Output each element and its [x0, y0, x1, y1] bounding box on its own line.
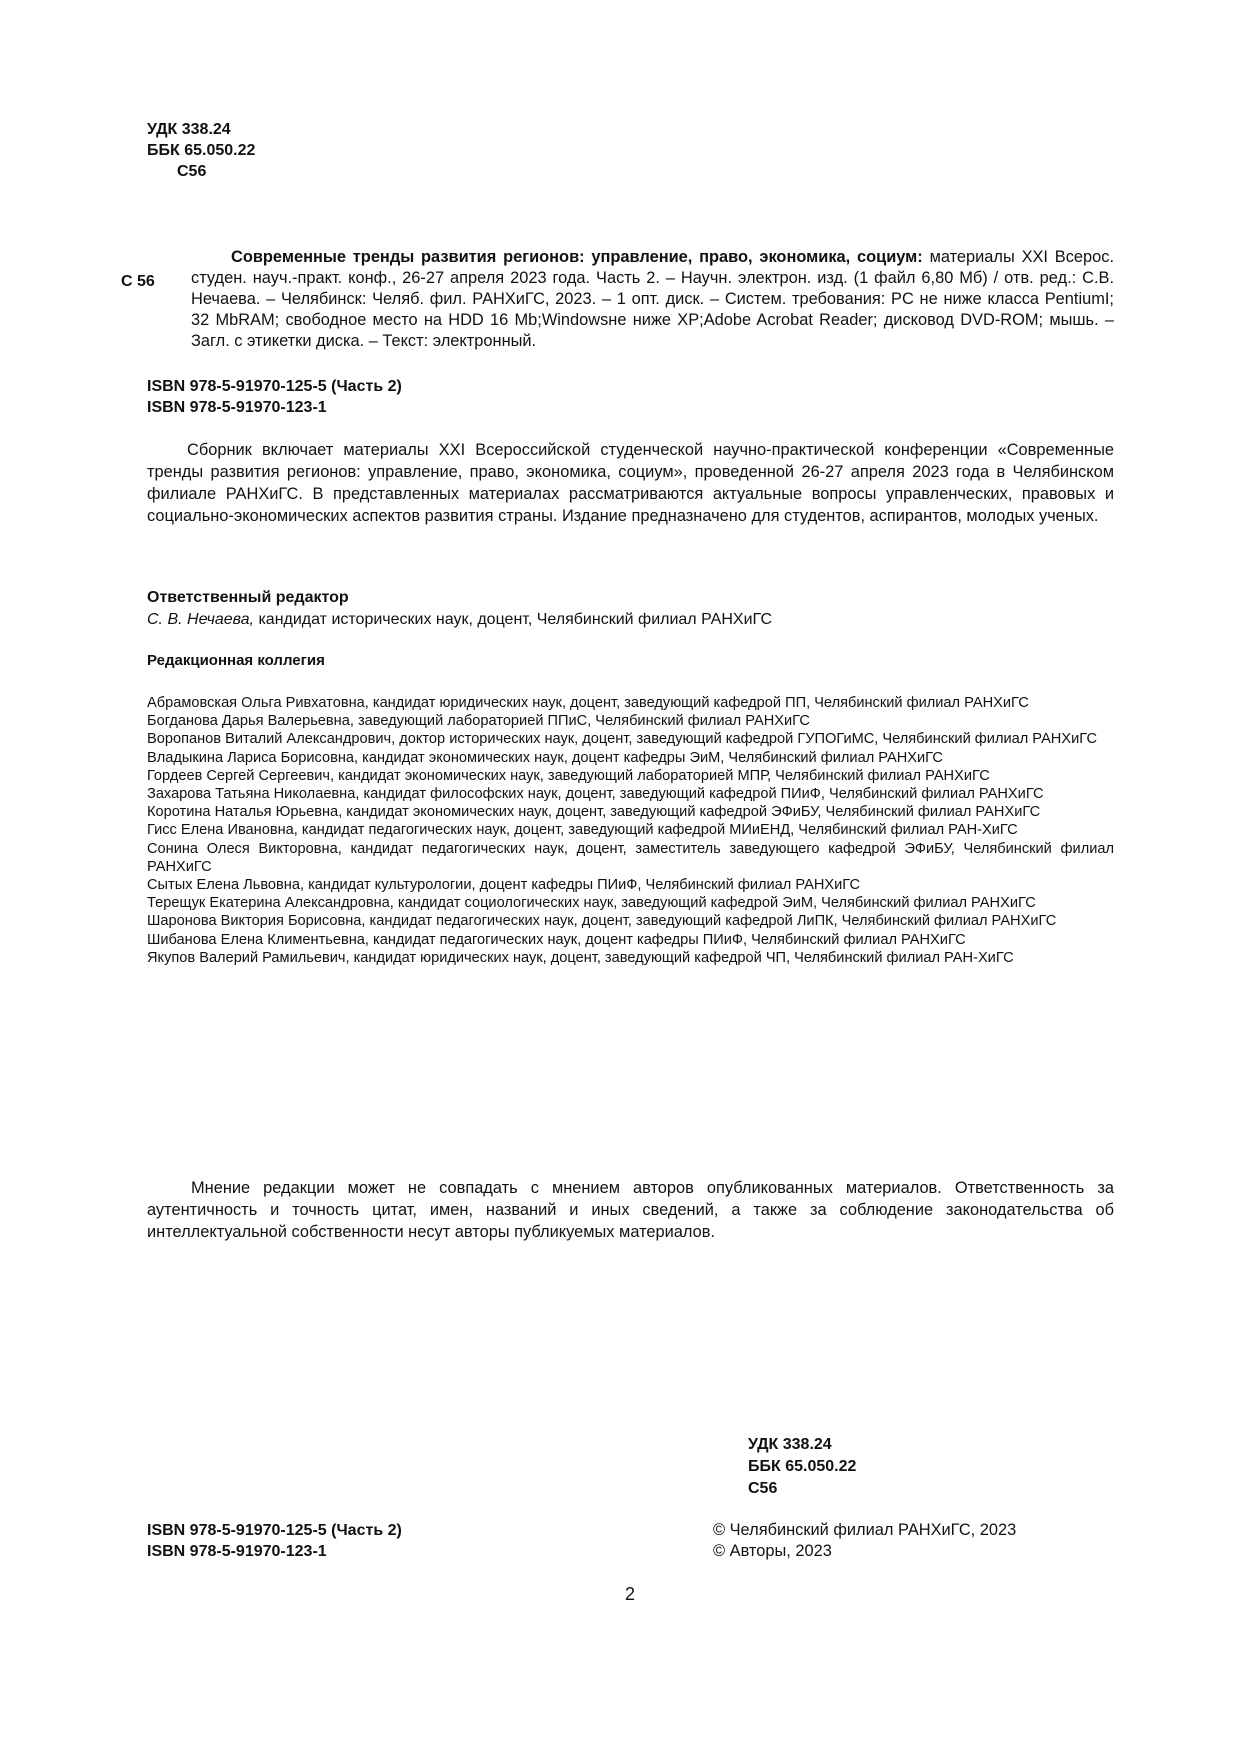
bibliographic-record — [191, 247, 1114, 352]
bbk-code-bottom: ББК 65.050.22 — [748, 1458, 857, 1475]
board-member: Терещук Екатерина Александровна, кандидат социологических наук, заведующий кафедрой ЭиМ, Челябинский филиал РАНХиГС — [147, 895, 1036, 912]
author-mark: С56 — [177, 163, 207, 180]
board-member: Абрамовская Ольга Ривхатовна, кандидат юридических наук, доцент, заведующий кафедрой ПП, Челябинский филиал РАНХиГС — [147, 695, 1029, 711]
author-mark-bottom: С56 — [748, 1480, 778, 1497]
isbn-series-bottom: ISBN 978-5-91970-123-1 — [147, 1543, 327, 1560]
board-member: Шибанова Елена Климентьевна, кандидат педагогических наук, доцент кафедры ПИиФ, Челябинский филиал РАНХиГС — [147, 931, 966, 948]
responsible-editor-title: Ответственный редактор — [147, 589, 349, 606]
board-member: Захарова Татьяна Николаевна, кандидат философских наук, доцент, заведующий кафедрой ПИиФ, Челябинский филиал РАНХиГС — [147, 786, 1044, 803]
board-member: Сытых Елена Львовна, кандидат культурологии, доцент кафедры ПИиФ, Челябинский филиал РАНХиГС — [147, 877, 861, 894]
isbn-series: ISBN 978-5-91970-123-1 — [147, 399, 327, 416]
udk-code: УДК 338.24 — [147, 121, 231, 138]
biblio-title: Современные тренды развития регионов: управление, право, экономика, социум: — [231, 248, 923, 266]
board-member: Гордеев Сергей Сергеевич, кандидат экономических наук, заведующий лабораторией МПР, Челябинский филиал РАНХиГС — [147, 767, 990, 784]
board-member: Владыкина Лариса Борисовна, кандидат экономических наук, доцент кафедры ЭиМ, Челябинский филиал РАНХиГС — [147, 749, 943, 766]
board-member: Гисс Елена Ивановна, кандидат педагогических наук, доцент, заведующий кафедрой МИиЕНД, Челябинский филиал РАН-ХиГС — [147, 822, 1018, 839]
board-member: Воропанов Виталий Александрович, доктор исторических наук, доцент, заведующий кафедрой ГУПОГиМС, Челябинский филиал РАНХиГС — [147, 731, 1098, 748]
copyright-block — [713, 1520, 1016, 1562]
page-number: 2 — [624, 1584, 635, 1604]
board-member: Шаронова Виктория Борисовна, кандидат педагогических наук, доцент, заведующий кафедрой ЛиПК, Челябинский филиал РАНХиГС — [147, 913, 1057, 930]
isbn-block-top — [147, 376, 402, 418]
responsible-editor-name: С. В. Нечаева, — [147, 611, 254, 628]
biblio-side-mark: С 56 — [121, 273, 155, 290]
board-member: Якупов Валерий Рамильевич, кандидат юридических наук, доцент, заведующий кафедрой ЧП, Челябинский филиал РАН-ХиГС — [147, 949, 1014, 966]
board-member: Коротина Наталья Юрьевна, кандидат экономических наук, доцент, заведующий кафедрой ЭФиБУ, Челябинский филиал РАНХиГС — [147, 804, 1041, 821]
board-member: Сонина Олеся Викторовна, кандидат педагогических наук, доцент, заместитель заведующего кафедрой ЭФиБУ, Челябинский филиал РАНХиГС — [147, 840, 1114, 875]
editorial-board-list — [147, 694, 1114, 967]
isbn-part: ISBN 978-5-91970-125-5 (Часть 2) — [147, 378, 402, 395]
isbn-block-bottom — [147, 1520, 402, 1562]
classification-codes-bottom — [748, 1434, 856, 1500]
biblio-text: материалы XXI Всерос. студен. науч.-практ. конф., 26-27 апреля 2023 года. Часть 2. – Научн. электрон. изд. (1 файл 6,80 Мб) / отв. ред.: С.В. Нечаева. – Челябинск: Челяб. фил. РАНХиГС, 2023. – 1 опт. диск. – Систем. требования: PC не ниже класса PentiumI; 32 MbRAM; свободное место на HDD 16 Mb;Windowsне ниже XP;Adobe Acrobat Reader; дисковод DVD-ROM; мышь. – Загл. с этикетки диска. – Текст: электронный. — [191, 248, 1114, 350]
responsible-editor — [147, 611, 772, 629]
udk-code-bottom: УДК 338.24 — [748, 1436, 832, 1453]
bbk-code: ББК 65.050.22 — [147, 142, 256, 159]
isbn-part-bottom: ISBN 978-5-91970-125-5 (Часть 2) — [147, 1522, 402, 1539]
copyright-authors: © Авторы, 2023 — [713, 1542, 832, 1560]
editorial-board-title: Редакционная коллегия — [147, 652, 325, 669]
editorial-disclaimer: Мнение редакции может не совпадать с мнением авторов опубликованных материалов. Ответственность за аутентичность и точность цитат, имен, названий и иных сведений, а также за соблюдение законодательства об интеллектуальной собственности несут авторы публикуемых материалов. — [147, 1179, 1114, 1241]
board-member: Богданова Дарья Валерьевна, заведующий лабораторией ППиС, Челябинский филиал РАНХиГС — [147, 713, 810, 730]
classification-codes-top — [147, 119, 255, 182]
abstract: Сборник включает материалы XXI Всероссийской студенческой научно-практической конференции «Современные тренды развития регионов: управление, право, экономика, социум», проведенной 26-27 апреля 2023 года в Челябинском филиале РАНХиГС. В представленных материалах рассматриваются актуальные вопросы управленческих, правовых и социально-экономических аспектов развития страны. Издание предназначено для студентов, аспирантов, молодых ученых. — [147, 441, 1114, 525]
responsible-editor-details: кандидат исторических наук, доцент, Челябинский филиал РАНХиГС — [258, 611, 773, 628]
copyright-publisher: © Челябинский филиал РАНХиГС, 2023 — [713, 1521, 1017, 1539]
